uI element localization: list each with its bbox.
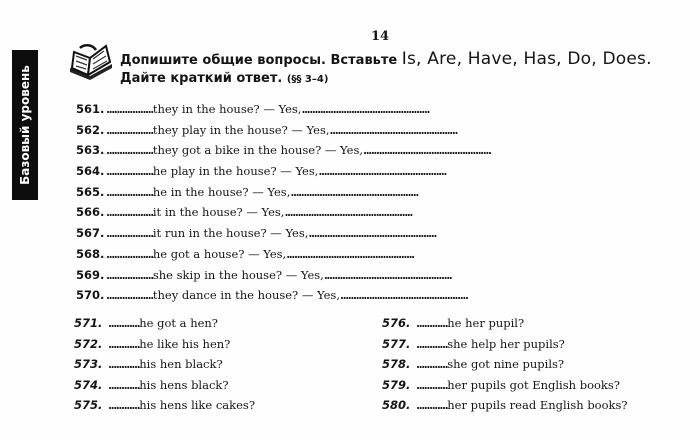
- exercise-text: his hens like cakes?: [139, 398, 255, 413]
- answer-blank[interactable]: ..................: [106, 102, 153, 116]
- exercise-number: 577.: [382, 336, 411, 351]
- answer-blank[interactable]: .................................................: [301, 102, 430, 116]
- exercise-number: 576.: [382, 316, 411, 330]
- exercise-number: 568.: [76, 246, 105, 261]
- exercise-text: her pupils got English books?: [447, 377, 620, 392]
- exercise-item: [76, 164, 491, 185]
- exercise-item: [382, 357, 628, 378]
- exercise-column-left: [74, 316, 255, 419]
- answer-blank[interactable]: ..................: [106, 122, 153, 137]
- answer-blank[interactable]: .................................................: [286, 246, 414, 261]
- exercise-number: 569.: [76, 267, 105, 282]
- exercise-item: [74, 378, 255, 399]
- answer-blank[interactable]: ............: [108, 398, 140, 413]
- exercise-number: 579.: [382, 377, 411, 392]
- answer-blank[interactable]: .................................................: [318, 164, 446, 179]
- exercise-item: [382, 398, 628, 419]
- answer-blank[interactable]: ............: [108, 357, 140, 372]
- exercise-number: 575.: [74, 398, 103, 413]
- answer-blank[interactable]: .................................................: [340, 288, 468, 303]
- answer-blank[interactable]: .................................................: [323, 267, 452, 282]
- answer-blank[interactable]: ............: [416, 316, 448, 330]
- exercise-item: [76, 102, 491, 123]
- exercise-text: she skip in the house? — Yes,: [152, 267, 324, 282]
- exercise-text: his hen black?: [139, 357, 223, 372]
- answer-blank[interactable]: ..................: [106, 267, 153, 282]
- answer-blank[interactable]: .................................................: [284, 205, 413, 220]
- answer-blank[interactable]: ..................: [106, 226, 153, 241]
- page-number: 14: [370, 29, 390, 44]
- exercise-item: [74, 357, 255, 378]
- exercise-text: he like his hen?: [139, 336, 231, 351]
- exercise-text: she got nine pupils?: [447, 357, 565, 372]
- exercise-text: they in the house? — Yes,: [152, 102, 302, 116]
- instruction-verbs: Is, Are, Have, Has, Do, Does.: [401, 49, 652, 69]
- exercise-text: he her pupil?: [447, 316, 525, 330]
- answer-blank[interactable]: ............: [416, 398, 448, 413]
- answer-blank[interactable]: ..................: [106, 164, 153, 179]
- exercise-item: [76, 288, 491, 309]
- exercise-text: he got a house? — Yes,: [152, 246, 287, 261]
- exercise-text: he play in the house? — Yes,: [152, 164, 319, 179]
- exercise-number: 580.: [382, 398, 411, 413]
- exercise-number: 567.: [76, 226, 105, 241]
- exercise-item: [74, 398, 255, 419]
- exercise-text: it run in the house? — Yes,: [152, 226, 309, 241]
- level-side-tab: [12, 50, 38, 200]
- exercise-number: 574.: [74, 377, 103, 392]
- section-reference: (§§ 3–4): [286, 74, 329, 85]
- answer-blank[interactable]: ..................: [106, 143, 153, 158]
- exercise-text: she help her pupils?: [447, 336, 565, 351]
- exercise-number: 570.: [76, 288, 105, 303]
- instruction-line2: Дайте краткий ответ.: [120, 71, 287, 86]
- exercise-text: they got a bike in the house? — Yes,: [152, 143, 364, 158]
- answer-blank[interactable]: ............: [108, 377, 140, 392]
- answer-blank[interactable]: ............: [416, 357, 448, 372]
- exercise-item: [76, 268, 491, 289]
- exercise-item: [76, 205, 491, 226]
- task-instruction: [120, 50, 652, 89]
- exercise-number: 563.: [76, 143, 105, 158]
- answer-blank[interactable]: ............: [108, 316, 140, 330]
- answer-blank[interactable]: ............: [416, 377, 448, 392]
- exercise-item: [76, 123, 491, 144]
- answer-blank[interactable]: .................................................: [308, 226, 436, 241]
- exercise-number: 573.: [74, 357, 103, 372]
- exercise-number: 571.: [74, 316, 103, 330]
- exercise-number: 562.: [76, 122, 105, 137]
- exercise-item: [382, 378, 628, 399]
- exercise-item: [74, 316, 255, 337]
- exercise-item: [76, 143, 491, 164]
- answer-blank[interactable]: .................................................: [329, 122, 458, 137]
- answer-blank[interactable]: .................................................: [290, 184, 418, 199]
- exercise-item: [76, 185, 491, 206]
- exercise-column-right: [382, 316, 628, 419]
- exercise-text: it in the house? — Yes,: [152, 205, 285, 220]
- exercise-text: her pupils read English books?: [447, 398, 628, 413]
- exercise-text: they dance in the house? — Yes,: [152, 288, 340, 303]
- exercise-item: [76, 247, 491, 268]
- exercise-item: [382, 316, 628, 337]
- exercise-list: [76, 102, 491, 309]
- side-tab-label: Базовый уровень: [18, 65, 33, 185]
- exercise-item: [74, 337, 255, 358]
- answer-blank[interactable]: ..................: [106, 246, 153, 261]
- exercise-text: he got a hen?: [139, 316, 218, 330]
- exercise-text: his hens black?: [139, 377, 229, 392]
- instruction-line1: Допишите общие вопросы. Вставьте: [120, 53, 402, 68]
- exercise-item: [76, 226, 491, 247]
- exercise-text: he in the house? — Yes,: [152, 184, 291, 199]
- exercise-number: 561.: [76, 102, 105, 116]
- answer-blank[interactable]: ............: [416, 336, 448, 351]
- open-book-icon: [66, 42, 116, 86]
- exercise-text: they play in the house? — Yes,: [152, 122, 330, 137]
- answer-blank[interactable]: .................................................: [363, 143, 491, 158]
- exercise-item: [382, 337, 628, 358]
- exercise-number: 565.: [76, 184, 105, 199]
- answer-blank[interactable]: ............: [108, 336, 140, 351]
- exercise-number: 572.: [74, 336, 103, 351]
- answer-blank[interactable]: ..................: [106, 184, 153, 199]
- answer-blank[interactable]: ..................: [106, 288, 153, 303]
- exercise-number: 578.: [382, 357, 411, 372]
- answer-blank[interactable]: ..................: [106, 205, 153, 220]
- exercise-number: 564.: [76, 164, 105, 179]
- exercise-number: 566.: [76, 205, 105, 220]
